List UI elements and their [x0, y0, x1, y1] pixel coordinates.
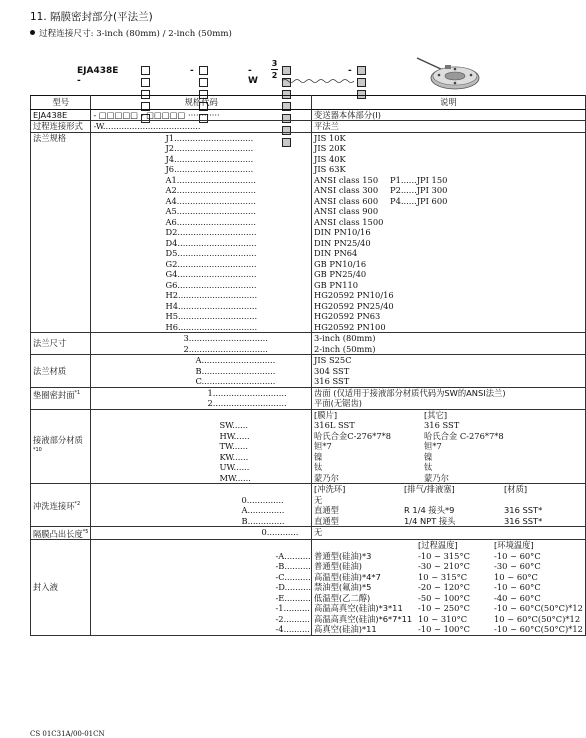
- wetted-material-row: 镍 镍: [314, 451, 433, 462]
- desc-line: ANSI class 1500: [314, 216, 384, 227]
- flange-size-codes: [91, 333, 312, 355]
- wetted-material-row: 钛 钛: [314, 462, 433, 472]
- fill-codes: [91, 540, 312, 636]
- header-desc: 说明: [312, 96, 586, 110]
- table-header: [31, 96, 586, 110]
- fill-fluid-row: 高温型(硅油)*4*7 10 ~ 315°C 10 ~ 60°C: [314, 571, 538, 582]
- desc-line: GB PN10/16: [314, 258, 367, 269]
- flange-std-descs: [312, 132, 586, 333]
- desc-line: 平面(无锯齿): [314, 398, 362, 408]
- desc-line: GB PN25/40: [314, 269, 367, 279]
- suffix-code: 0............: [261, 527, 299, 537]
- suffix-code: H6..............................: [165, 321, 258, 332]
- suffix-code: G2..............................: [165, 258, 257, 269]
- desc-line: JIS 63K: [314, 164, 346, 174]
- suffix-code: -E..........: [275, 592, 311, 603]
- diaphragm-seal-photo: [415, 48, 483, 98]
- fill-fluid-row: 低温型(乙二醇) -50 ~ 100°C -40 ~ 60°C: [314, 592, 541, 603]
- suffix-code: -2..........: [275, 613, 310, 624]
- row-flush: [31, 484, 586, 527]
- desc-line: 304 SST: [314, 365, 350, 376]
- desc-line: DIN PN25/40: [314, 237, 371, 248]
- model-dash-1: -: [190, 66, 194, 76]
- model-dash-3: -: [348, 66, 352, 76]
- desc-line: JIS 20K: [314, 143, 346, 153]
- suffix-code: MW......: [219, 472, 251, 483]
- suffix-code: A1..............................: [165, 174, 256, 185]
- suffix-code: J6..............................: [165, 164, 254, 174]
- fill-fluid-row: 禁油型(氟油)*5 -20 ~ 120°C -10 ~ 60°C: [314, 582, 541, 593]
- suffix-code: G4..............................: [165, 269, 257, 279]
- suffix-code: SW......: [219, 420, 249, 430]
- desc-line: P4......JPI 600: [390, 195, 448, 206]
- model-dash-2: - W: [248, 66, 258, 86]
- suffix-code: C............................: [195, 376, 276, 386]
- row-flange-material: [31, 355, 586, 388]
- extension-code: [91, 527, 312, 540]
- suffix-code: 2..............................: [183, 343, 268, 354]
- suffix-code: H5..............................: [165, 311, 258, 321]
- row-extension: [31, 527, 586, 540]
- header-suffix: 规格代码: [91, 96, 312, 110]
- flange-std-codes: [91, 132, 312, 333]
- suffix-code: 3..............................: [183, 333, 268, 343]
- suffix-code: 2............................: [207, 398, 287, 408]
- wetted-label: 接液部分材质$^{*10}$: [31, 409, 91, 484]
- desc-line: DIN PN64: [314, 248, 358, 258]
- header-model: 型号: [31, 96, 91, 110]
- gasket-label: 垫圈密封面$^{*1}$: [31, 387, 91, 409]
- desc-line: 2-inch (50mm): [314, 343, 376, 354]
- desc-line: DIN PN10/16: [314, 227, 371, 237]
- fill-fluid-row: 普通型(硅油) -30 ~ 210°C -30 ~ 60°C: [314, 561, 541, 572]
- connection-note: 过程连接尺寸: 3-inch (80mm) / 2-inch (50mm): [30, 27, 232, 39]
- suffix-code: KW......: [219, 451, 249, 462]
- flange-std-label: 法兰规格: [31, 132, 91, 333]
- suffix-code: HW......: [219, 430, 250, 441]
- footer-code: CS 01C31A/00-01CN: [30, 730, 105, 738]
- wetted-descs: [膜片] [其它] 316L SST 316 SST 哈氏合金C-276*7*8 哈氏合金 C-276*7*8 钽*7 钽*7 镍 镍 钛 钛 蒙乃尔 蒙乃尔: [312, 409, 586, 484]
- wetted-codes: [91, 409, 312, 484]
- base-model: EJA438E: [31, 109, 91, 121]
- flush-codes: [91, 484, 312, 527]
- desc-line: GB PN110: [314, 279, 359, 290]
- suffix-code: D4..............................: [165, 237, 257, 248]
- suffix-code: J2..............................: [165, 143, 254, 153]
- wetted-material-row: 钽*7 钽*7: [314, 441, 442, 451]
- suffix-code: -4..........: [275, 624, 310, 635]
- suffix-code: A4..............................: [165, 195, 256, 206]
- desc-line: ANSI class 150: [314, 174, 379, 185]
- fill-fluid-row: 高温高真空(硅油)*3*11 -10 ~ 250°C -10 ~ 60°C(50°C)*12: [314, 603, 583, 614]
- fill-fluid-row: 高真空(硅油)*11 -10 ~ 100°C -10 ~ 60°C(50°C)*12: [314, 624, 583, 635]
- desc-line: 3-inch (80mm): [314, 333, 376, 343]
- base-desc: 变送器本体部分(I): [312, 109, 586, 121]
- underline-wave: [282, 78, 357, 83]
- suffix-code: A............................: [195, 355, 276, 365]
- model-prefix: EJA438E -: [77, 66, 119, 86]
- fill-fluid-row: 高温高真空(硅油)*6*7*11 10 ~ 310°C 10 ~ 60°C(50°C)*12: [314, 613, 581, 624]
- suffix-code: J4..............................: [165, 153, 254, 164]
- suffix-code: H2..............................: [165, 290, 258, 300]
- spec-table: [30, 95, 586, 636]
- fill-label: 封入液: [31, 540, 91, 636]
- gasket-descs: [312, 387, 586, 409]
- desc-line: 316 SST: [314, 376, 350, 386]
- row-gasket: [31, 387, 586, 409]
- suffix-code: -D..........: [275, 582, 312, 593]
- desc-line: JIS 10K: [314, 132, 346, 143]
- flush-row: 无: [314, 494, 323, 505]
- desc-line: ANSI class 600: [314, 195, 379, 206]
- suffix-code: UW......: [219, 462, 250, 472]
- size-fraction: 3 2: [271, 59, 278, 80]
- suffix-code: -B..........: [275, 561, 311, 572]
- connection-label: 过程连接形式: [31, 121, 91, 133]
- row-base: [31, 109, 586, 121]
- flange-material-codes: [91, 355, 312, 388]
- wetted-material-row: 316L SST 316 SST: [314, 420, 460, 430]
- fill-descs: [过程温度] [环境温度] 普通型(硅油)*3 -10 ~ 315°C -10 ~ 60°C 普通型(硅油) -30 ~ 210°C -30 ~ 60°C 高温型(硅油)*4*7 10 ~ 315°C 10 ~ 60°C 禁油型(氟油)*5 -20 ~ 120°C -10 ~ 60°C 低温型(乙二醇) -50 ~ 100°C -40 ~ 60°C 高温高真空(硅油)*3*11 -10 ~ 250°C -10 ~ 60°C(50°C)*12 高温高真空(硅油)*6*7*11 10 ~ 310°C 10 ~ 60°C(50°C)*12 高真空(硅油)*11 -10 ~ 100°C -10 ~ 60°C(50°C)*12: [312, 540, 586, 636]
- row-flange-std: [31, 132, 586, 333]
- desc-line: P1......JPI 150: [390, 174, 448, 185]
- wetted-material-row: 哈氏合金C-276*7*8 哈氏合金 C-276*7*8: [314, 430, 504, 441]
- flush-label: 冲洗连接环$^{*2}$: [31, 484, 91, 527]
- desc-line: ANSI class 300: [314, 185, 379, 195]
- connection-desc: 平法兰: [312, 121, 586, 133]
- flush-row: 直通型 1/4 NPT 接头 316 SST*: [314, 515, 543, 526]
- section-title: 11. 隔膜密封部分(平法兰): [30, 11, 153, 23]
- desc-line: JIS S25C: [314, 355, 352, 365]
- base-code: - □□□□□ - □□□□□ ············: [91, 109, 312, 121]
- suffix-code: A..............: [241, 505, 285, 515]
- desc-line: JIS 40K: [314, 153, 346, 164]
- desc-line: HG20592 PN10/16: [314, 290, 394, 300]
- gasket-codes: [91, 387, 312, 409]
- fill-fluid-row: 普通型(硅油)*3 -10 ~ 315°C -10 ~ 60°C: [314, 550, 541, 561]
- suffix-code: -C..........: [275, 571, 311, 582]
- suffix-code: H4..............................: [165, 300, 258, 311]
- suffix-code: -A..........: [275, 550, 311, 561]
- flange-material-label: 法兰材质: [31, 355, 91, 388]
- desc-line: HG20592 PN63: [314, 311, 381, 321]
- suffix-code: 1............................: [207, 387, 287, 398]
- suffix-code: -1..........: [275, 603, 310, 614]
- desc-line: 齿面 (仅适用于接液部分材质代码为SW的ANSI法兰): [314, 387, 506, 398]
- bullet-icon: [30, 30, 35, 35]
- flush-row: 直通型 R 1/4 接头*9 316 SST*: [314, 505, 543, 515]
- extension-desc: 无: [312, 527, 586, 540]
- connection-code: -W.....................................: [91, 121, 312, 133]
- suffix-code: D5..............................: [165, 248, 257, 258]
- row-wetted: [31, 409, 586, 484]
- row-fill: [31, 540, 586, 636]
- desc-line: P2......JPI 300: [390, 185, 448, 195]
- suffix-code: 0..............: [241, 494, 284, 505]
- extension-label: 隔膜凸出长度$^{*5}$: [31, 527, 91, 540]
- suffix-code: B............................: [195, 365, 276, 376]
- wetted-material-row: 蒙乃尔 蒙乃尔: [314, 472, 449, 483]
- flange-size-label: 法兰尺寸: [31, 333, 91, 355]
- flush-descs: [冲洗环] [排气/排液塞] [材质] 无 直通型 R 1/4 接头*9 316 SST* 直通型 1/4 NPT 接头 316 SST*: [312, 484, 586, 527]
- desc-line: HG20592 PN100: [314, 321, 386, 332]
- flange-size-descs: [312, 333, 586, 355]
- suffix-code: J1..............................: [165, 132, 254, 143]
- suffix-code: G6..............................: [165, 279, 257, 290]
- desc-line: ANSI class 900: [314, 206, 379, 216]
- suffix-code: D2..............................: [165, 227, 257, 237]
- suffix-code: A6..............................: [165, 216, 256, 227]
- suffix-code: TW......: [219, 441, 248, 451]
- suffix-code: B..............: [241, 515, 285, 526]
- row-flange-size: [31, 333, 586, 355]
- row-connection: [31, 121, 586, 133]
- suffix-code: A2..............................: [165, 185, 256, 195]
- suffix-code: A5..............................: [165, 206, 256, 216]
- flange-material-descs: [312, 355, 586, 388]
- desc-line: HG20592 PN25/40: [314, 300, 394, 311]
